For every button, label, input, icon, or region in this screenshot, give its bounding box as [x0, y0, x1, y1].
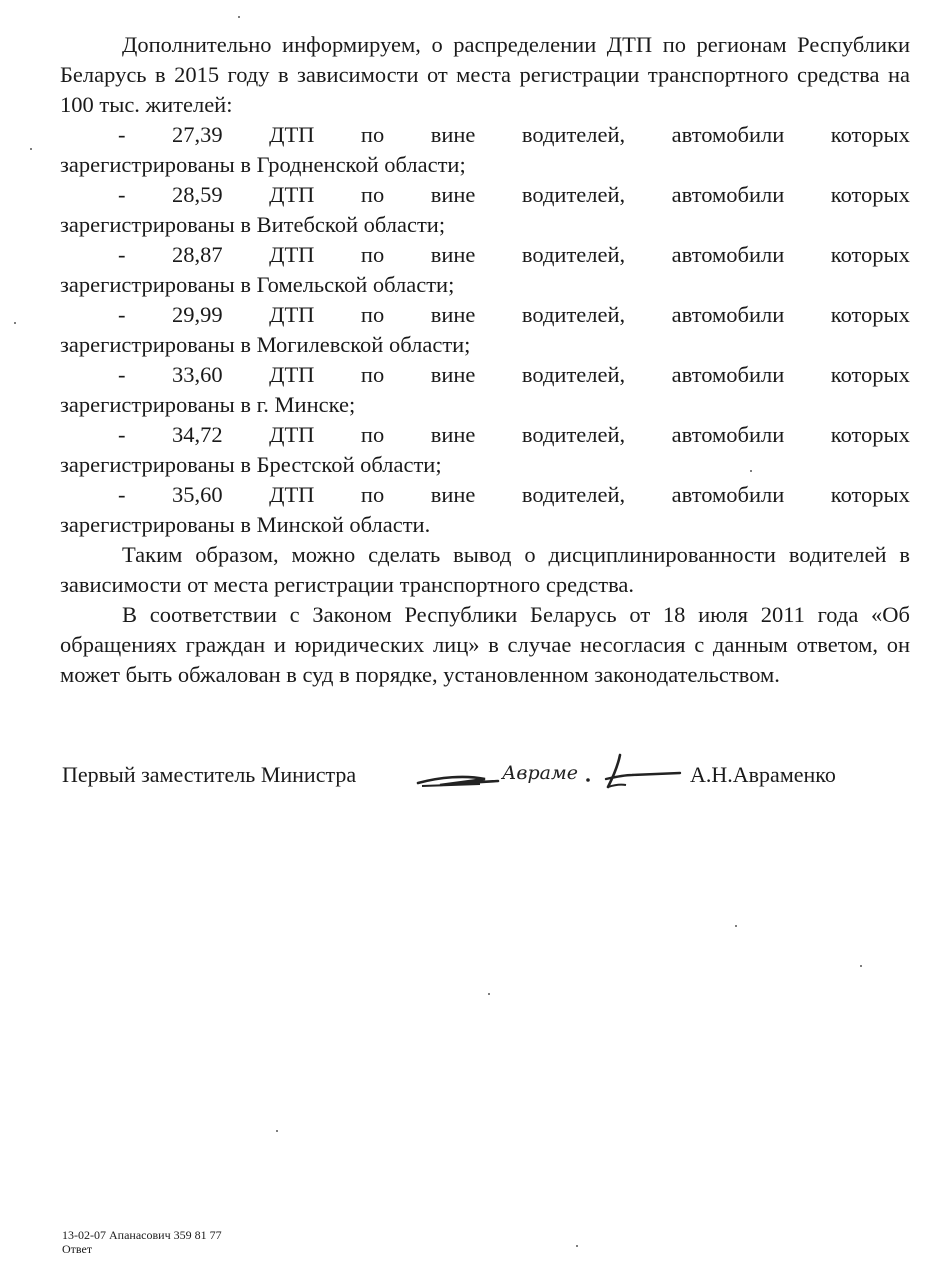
- list-item-word: 29,99: [171, 302, 223, 327]
- list-item-word: по: [360, 302, 385, 327]
- list-item-word: водителей,: [521, 362, 626, 387]
- list-item-region: зарегистрированы в Гродненской области;: [60, 152, 466, 177]
- scan-speck: [488, 993, 490, 995]
- list-item-region: зарегистрированы в Гомельской области;: [60, 272, 455, 297]
- list-item-word: ДТП: [269, 362, 315, 387]
- list-item-word: по: [360, 482, 385, 507]
- list-item-word: водителей,: [521, 422, 626, 447]
- list-item-word: 27,39: [171, 122, 223, 147]
- list-item-word: вине: [430, 242, 476, 267]
- list-item-region: зарегистрированы в Витебской области;: [60, 212, 446, 237]
- list-item-word: 28,87: [171, 242, 223, 267]
- list-item-first-line: [60, 480, 910, 510]
- list-item-word: вине: [430, 422, 476, 447]
- footer-note: [62, 1228, 222, 1256]
- list-item-region: зарегистрированы в г. Минске;: [60, 392, 356, 417]
- list-item-word: ДТП: [269, 122, 315, 147]
- list-item-first-line: [60, 360, 910, 390]
- list-item-word: автомобили: [671, 482, 785, 507]
- signatory-position: Первый заместитель Министра: [62, 762, 357, 787]
- list-item-word: которых: [830, 302, 910, 327]
- list-item-region: зарегистрированы в Минской области.: [60, 512, 431, 537]
- list-item-region: зарегистрированы в Брестской области;: [60, 452, 442, 477]
- list-item-word: вине: [430, 182, 476, 207]
- list-item-word: ДТП: [269, 242, 315, 267]
- list-item-word: ДТП: [269, 482, 315, 507]
- intro-paragraph: Дополнительно информируем, о распределении ДТП по регионам Республики Беларусь в 2015 году в зависимости от места регистрации транспортного средства на 100 тыс. жителей:: [60, 32, 910, 117]
- list-item-word: водителей,: [521, 182, 626, 207]
- list-item-word: вине: [430, 362, 476, 387]
- list-item-word: 35,60: [171, 482, 223, 507]
- list-item-word: 33,60: [171, 362, 223, 387]
- list-item-first-line: [60, 420, 910, 450]
- list-item-word: по: [360, 422, 385, 447]
- list-item-word: -: [118, 302, 126, 327]
- list-item-word: автомобили: [671, 362, 785, 387]
- list-item-word: автомобили: [671, 422, 785, 447]
- list-item-word: которых: [830, 482, 910, 507]
- list-item-word: по: [360, 242, 385, 267]
- list-item-word: по: [360, 182, 385, 207]
- list-item-word: ДТП: [269, 422, 315, 447]
- list-item-word: автомобили: [671, 302, 785, 327]
- list-item-word: которых: [830, 362, 910, 387]
- scan-speck: [14, 322, 16, 324]
- list-item-word: которых: [830, 182, 910, 207]
- list-item-first-line: [60, 300, 910, 330]
- list-item-word: автомобили: [671, 122, 785, 147]
- statistics-list: [60, 120, 910, 540]
- list-item-word: водителей,: [521, 482, 626, 507]
- scan-speck: [276, 1130, 278, 1132]
- list-item-first-line: [60, 240, 910, 270]
- scan-speck: [735, 925, 737, 927]
- list-item-word: -: [118, 122, 126, 147]
- list-item-word: ДТП: [269, 182, 315, 207]
- list-item-word: 34,72: [171, 422, 223, 447]
- list-item-word: вине: [430, 482, 476, 507]
- list-item-word: 28,59: [171, 182, 223, 207]
- list-item-region: зарегистрированы в Могилевской области;: [60, 332, 471, 357]
- list-item-word: -: [118, 242, 126, 267]
- list-item-word: автомобили: [671, 182, 785, 207]
- signatory-name: А.Н.Авраменко: [690, 762, 836, 787]
- list-item-word: которых: [830, 422, 910, 447]
- list-item-word: -: [118, 482, 126, 507]
- footer-doc-type: Ответ: [62, 1242, 93, 1256]
- footer-executor: 13-02-07 Апанасович 359 81 77: [62, 1228, 222, 1242]
- list-item-word: по: [360, 122, 385, 147]
- list-item-word: -: [118, 182, 126, 207]
- list-item-word: -: [118, 422, 126, 447]
- list-item-word: вине: [430, 122, 476, 147]
- list-item-word: -: [118, 362, 126, 387]
- signature-row: [62, 755, 882, 795]
- list-item-word: вине: [430, 302, 476, 327]
- list-item-word: водителей,: [521, 242, 626, 267]
- list-item-word: которых: [830, 122, 910, 147]
- scan-speck: [750, 470, 752, 472]
- list-item-word: автомобили: [671, 242, 785, 267]
- scan-speck: [30, 148, 32, 150]
- list-item-word: по: [360, 362, 385, 387]
- appeal-paragraph: В соответствии с Законом Республики Беларусь от 18 июля 2011 года «Об обращениях граждан и юридических лиц» в случае несогласия с данным ответом, он может быть обжалован в суд в порядке, установленном законодательством.: [60, 602, 910, 687]
- scan-speck: [576, 1245, 578, 1247]
- conclusion-paragraph: Таким образом, можно сделать вывод о дисциплинированности водителей в зависимости от места регистрации транспортного средства.: [60, 542, 910, 597]
- list-item-word: водителей,: [521, 302, 626, 327]
- handwritten-signature: [410, 749, 690, 799]
- scan-speck: [238, 16, 240, 18]
- list-item-word: ДТП: [269, 302, 315, 327]
- scan-speck: [860, 965, 862, 967]
- list-item-first-line: [60, 180, 910, 210]
- letter-body: [60, 30, 910, 690]
- list-item-first-line: [60, 120, 910, 150]
- signature-scrawl: Авраме: [502, 762, 578, 784]
- list-item-word: которых: [830, 242, 910, 267]
- list-item-word: водителей,: [521, 122, 626, 147]
